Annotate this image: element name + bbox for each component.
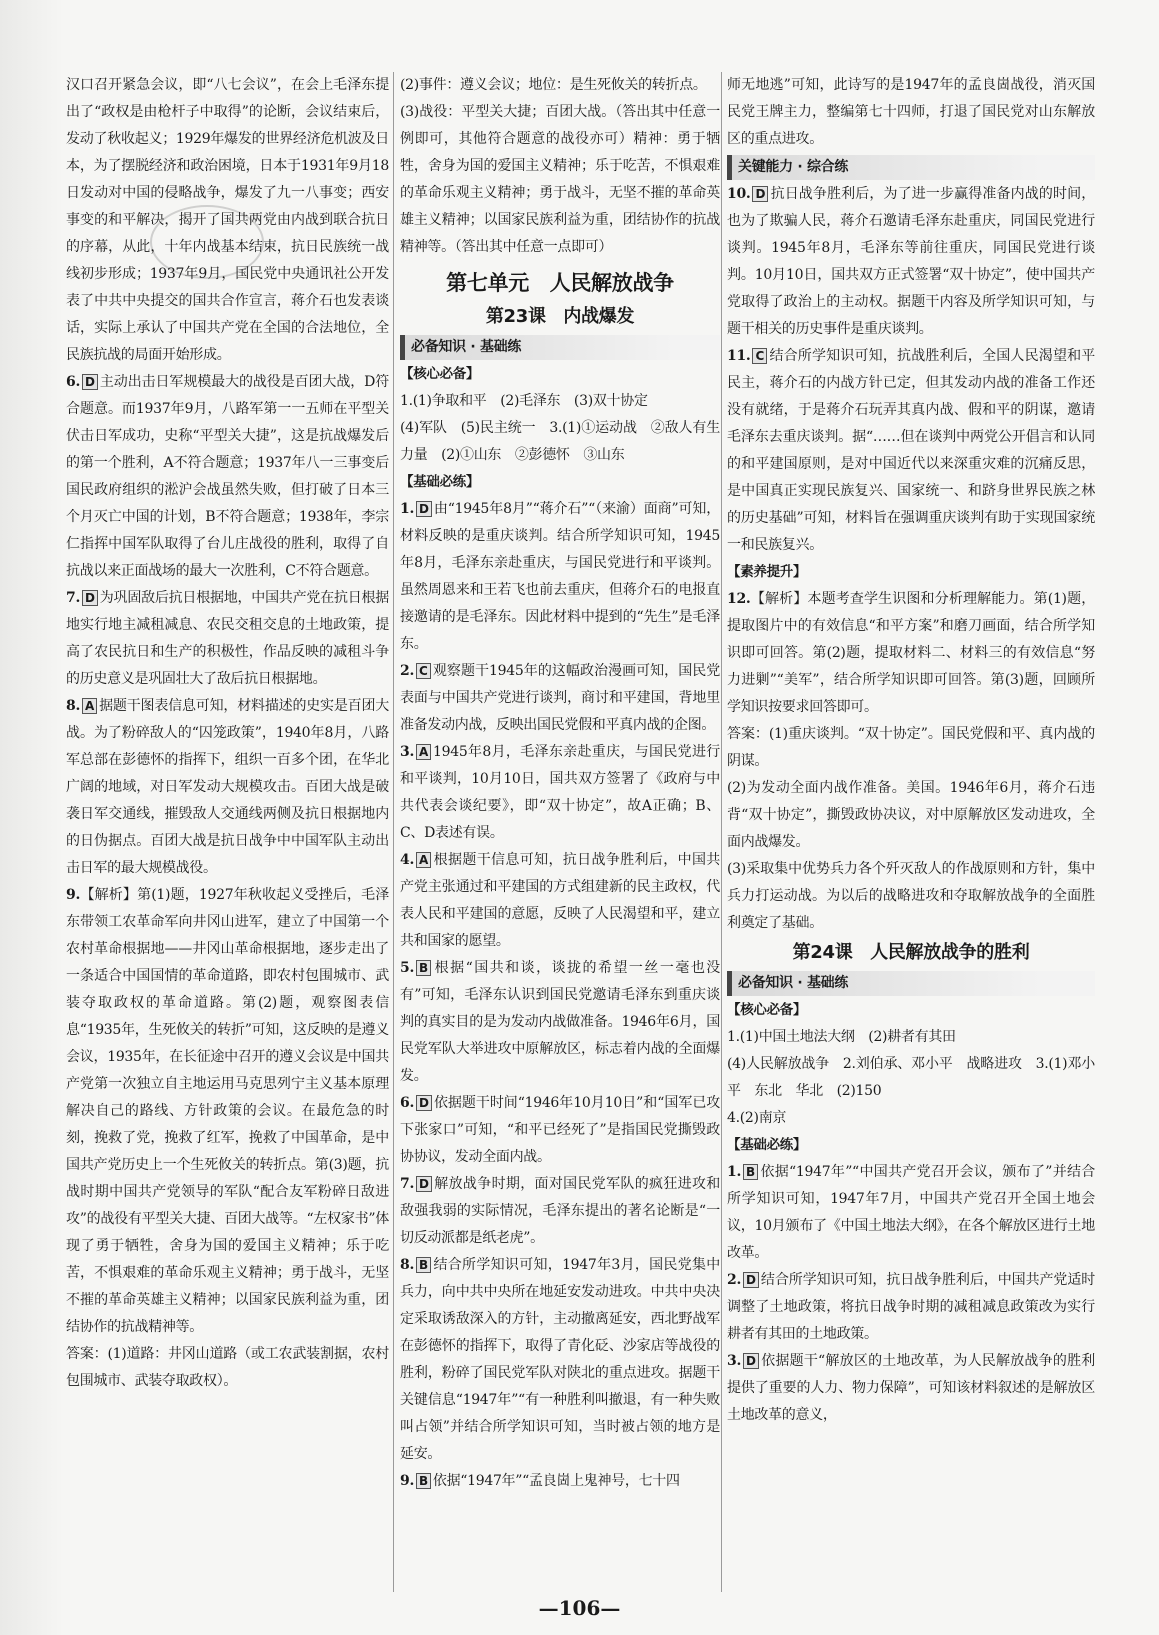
- answer-item: 2. D 结合所学知识可知，抗日战争胜利后，中国共产党适时调整了土地政策，将抗日战争时期的减租减息政策改为实行耕者有其田的土地政策。: [727, 1272, 1095, 1342]
- answer-item-7: 7. D 为巩固敌后抗日根据地，中国共产党在抗日根据地实行地主减租减息、农民交租交息的土地政策，提高了农民抗日和生产的积极性，作品反映的减租斗争的历史意义是巩固壮大了敌后抗日根据地。: [66, 590, 389, 687]
- section-tag: 【核心必备】: [727, 1002, 807, 1018]
- core-answers: (4)人民解放战争 2.刘伯承、邓小平 战略进攻 3.(1)邓小平 东北 华北 (2)150: [727, 1056, 1095, 1099]
- answer-item-12: 12.【解析】本题考查学生识图和分析理解能力。第(1)题，提取图片中的有效信息“和平方案”和磨刀画面，结合所学知识即可回答。第(2)题，提取材料二、材料三的有效信息“努力进剿”“美军”，结合所学知识即可回答。第(3)题，回顾所学知识按要求回答即可。: [727, 591, 1095, 715]
- answer-choice: A: [416, 744, 431, 760]
- column-divider-2: [721, 72, 722, 1592]
- answer-choice: B: [416, 1257, 431, 1273]
- answer-choice: C: [416, 663, 431, 679]
- answer-item-9: 9.【解析】第(1)题，1927年秋收起义受挫后，毛泽东带领工农革命军向井冈山进军，建立了中国第一个农村革命根据地——井冈山革命根据地，逐步走出了一条适合中国国情的革命道路，即农村包围城市、武装夺取政权的革命道路。第(2)题，观察图表信息“1935年，生死攸关的转折”可知，这反映的是遵义会议，1935年，在长征途中召开的遵义会议是中国共产党第一次独立自主地运用马克思列宁主义基本原理解决自己的路线、方针政策的会议。在最危急的时刻，挽救了党，挽救了红军，挽救了中国革命，是中国共产党历史上一个生死攸关的转折点。第(3)题，抗战时期中国共产党领导的军队“配合友军粉碎日敌进攻”的战役有平型关大捷、百团大战等。“左权家书”体现了勇于牺牲，舍身为国的爱国主义精神；乐于吃苦，不惧艰难的革命乐观主义精神；勇于战斗，无坚不摧的革命英雄主义精神；以国家民族利益为重，团结协作的抗战精神等。: [66, 887, 389, 1335]
- unit-title: 第七单元 人民解放战争: [446, 271, 674, 295]
- answer-item: 5. B 根据“国共和谈，谈拢的希望一丝一毫也没有”可知，毛泽东认识到国民党邀请毛泽东到重庆谈判的真实目的是为发动内战做准备。1946年6月，国民党军队大举进攻中原解放区，标志着内战的全面爆发。: [400, 960, 720, 1084]
- column-divider-1: [393, 72, 394, 1592]
- core-answers: 1.(1)中国土地法大纲 (2)耕者有其田: [727, 1029, 956, 1045]
- answer-choice: B: [416, 960, 431, 976]
- page-edge-shadow: [0, 0, 64, 1635]
- answer-choice: A: [82, 698, 97, 714]
- answer-item-8: 8. A 据题干图表信息可知，材料描述的史实是百团大战。为了粉碎敌人的“囚笼政策”，1940年8月，八路军总部在彭德怀的指挥下，组织一百多个团，在华北广阔的地域，对日军发动大规模攻击。百团大战是破袭日军交通线，摧毁敌人交通线两侧及抗日根据地内的日伪据点。百团大战是抗日战争中中国军队主动出击日军的最大规模战役。: [66, 698, 389, 876]
- lesson-title: 第23课 内战爆发: [485, 306, 635, 327]
- answer-choice: C: [752, 348, 767, 364]
- answer-choice: A: [416, 852, 431, 868]
- answer-choice: D: [743, 1353, 759, 1369]
- answer-item: 3. D 依据题干“解放区的土地改革，为人民解放战争的胜利提供了重要的人力、物力保障”，可知该材料叙述的是解放区土地改革的意义，: [727, 1353, 1095, 1423]
- column-left: [66, 72, 389, 1395]
- answer-item: 4. A 根据题干信息可知，抗日战争胜利后，中国共产党主张通过和平建国的方式组建新的民主政权，代表人民和平建国的意愿，反映了人民渴望和平，建立共和国家的愿望。: [400, 852, 720, 949]
- section-bar: 必备知识 · 基础练: [727, 971, 1095, 996]
- column-right: [727, 72, 1095, 1429]
- page-number: —106—: [538, 1596, 621, 1620]
- answer-choice: D: [416, 1095, 432, 1111]
- answer-choice: D: [82, 374, 98, 390]
- answer-choice: D: [416, 501, 432, 517]
- answer-choice: D: [416, 1176, 432, 1192]
- answer-item: 8. B 结合所学知识可知，1947年3月，国民党集中兵力，向中共中央所在地延安发动进攻。中共中央决定采取诱敌深入的方针，主动撤离延安，西北野战军在彭德怀的指挥下，取得了青化砭、沙家店等战役的胜利，粉碎了国民党军队对陕北的重点进攻。据题干关键信息“1947年”“有一种胜利叫撤退，有一种失败叫占领”并结合所学知识可知，当时被占领的地方是延安。: [400, 1257, 720, 1462]
- section-bar: 必备知识 · 基础练: [400, 335, 720, 360]
- answer-choice: D: [752, 186, 768, 202]
- core-answers: 4.(2)南京: [727, 1110, 787, 1126]
- answer-item: 2. C 观察题干1945年的这幅政治漫画可知，国民党表面与中国共产党进行谈判，商讨和平建国，背地里准备发动内战，反映出国民党假和平真内战的企图。: [400, 663, 720, 733]
- answer-item-6: 6. D 主动出击日军规模最大的战役是百团大战，D符合题意。而1937年9月，八路军第一一五师在平型关伏击日军成功，史称“平型关大捷”，这是抗战爆发后的第一个胜利，A不符合题意；1937年八一三事变后国民政府组织的淞沪会战虽然失败，但打破了日本三个月灭亡中国的计划，B不符合题意；1938年，李宗仁指挥中国军队取得了台儿庄战役的胜利，取得了自抗战以来正面战场的最大一次胜利，C不符合题意。: [66, 374, 389, 579]
- answer-item: 10. D 抗日战争胜利后，为了进一步赢得准备内战的时间，也为了欺骗人民，蒋介石邀请毛泽东赴重庆，同国民党进行谈判。1945年8月，毛泽东等前往重庆，同国民党进行谈判。10月10日，国共双方正式签署“双十协定”，使中国共产党取得了政治上的主动权。据题干内容及所学知识可知，与题干相关的历史事件是重庆谈判。: [727, 186, 1095, 337]
- answer-choice: B: [743, 1164, 758, 1180]
- section-tag: 【核心必备】: [400, 366, 480, 382]
- answer-text: 答案：(1)重庆谈判。“双十协定”。国民党假和平、真内战的阴谋。: [727, 726, 1095, 769]
- core-answers: (4)军队 (5)民主统一 3.(1)①运动战 ②敌人有生力量 (2)①山东 ②彭德怀 ③山东: [400, 420, 720, 463]
- lesson-title: 第24课 人民解放战争的胜利: [792, 942, 1030, 963]
- paragraph: (2)事件：遵义会议；地位：是生死攸关的转折点。: [400, 77, 707, 93]
- column-middle: [400, 72, 720, 1495]
- answer-item: 1. D 由“1945年8月”“蒋介石”“（来渝）面商”可知，材料反映的是重庆谈判。结合所学知识可知，1945年8月，毛泽东亲赴重庆，与国民党进行和平谈判。虽然周恩来和王若飞也前去重庆，但蒋介石的电报直接邀请的是毛泽东。因此材料中提到的“先生”是毛泽东。: [400, 501, 720, 652]
- answer-text: (2)为发动全面内战作准备。美国。1946年6月，蒋介石违背“双十协定”，撕毁政协决议，对中原解放区发动进攻，全面内战爆发。: [727, 780, 1095, 850]
- answer-item: 9. B 依据“1947年”“孟良崮上鬼神号，七十四: [400, 1473, 680, 1489]
- core-answers: 1.(1)争取和平 (2)毛泽东 (3)双十协定: [400, 393, 648, 409]
- answer-item: 3. A 1945年8月，毛泽东亲赴重庆，与国民党进行和平谈判，10月10日，国共双方签署了《政府与中共代表会谈纪要》，即“双十协定”，故A正确；B、C、D表述有误。: [400, 744, 720, 841]
- answer-item: 11. C 结合所学知识可知，抗战胜利后，全国人民渴望和平民主，蒋介石的内战方针已定，但其发动内战的准备工作还没有就绪，于是蒋介石玩弄其真内战、假和平的阴谋，邀请毛泽东去重庆谈判。据“……但在谈判中两党公开倡言和认同的和平建国原则，是对中国近代以来深重灾难的沉痛反思，是中国真正实现民族复兴、国家统一、和跻身世界民族之林的历史基础”可知，材料旨在强调重庆谈判有助于实现国家统一和民族复兴。: [727, 348, 1095, 553]
- answer-item: 7. D 解放战争时期，面对国民党军队的疯狂进攻和敌强我弱的实际情况，毛泽东提出的著名论断是“一切反动派都是纸老虎”。: [400, 1176, 720, 1246]
- paragraph: 师无地逃”可知，此诗写的是1947年的孟良崮战役，消灭国民党王牌主力，整编第七十四师，打退了国民党对山东解放区的重点进攻。: [727, 77, 1095, 147]
- paragraph: 汉口召开紧急会议，即“八七会议”，在会上毛泽东提出了“政权是由枪杆子中取得”的论断，会议结束后，发动了秋收起义；1929年爆发的世界经济危机波及日本，为了摆脱经济和政治困境，日本于1931年9月18日发动对中国的侵略战争，爆发了九一八事变；西安事变的和平解决，揭开了国共两党由内战到联合抗日的序幕，从此，十年内战基本结束，抗日民族统一战线初步形成；1937年9月，国民党中央通讯社公开发表了中共中央提交的国共合作宣言，蒋介石也发表谈话，实际上承认了中国共产党在全国的合法地位，全民族抗战的局面开始形成。: [66, 77, 389, 363]
- section-tag: 【基础必练】: [727, 1137, 807, 1153]
- paragraph: (3)战役：平型关大捷；百团大战。（答出其中任意一例即可，其他符合题意的战役亦可）精神：勇于牺牲，舍身为国的爱国主义精神；乐于吃苦，不惧艰难的革命乐观主义精神；勇于战斗，无坚不摧的革命英雄主义精神；以国家民族利益为重，团结协作的抗战精神等。（答出其中任意一点即可）: [400, 104, 720, 255]
- section-tag: 【基础必练】: [400, 474, 480, 490]
- answer-item: 6. D 依据题干时间“1946年10月10日”和“国军已攻下张家口”可知，“和平已经死了”是指国民党撕毁政协协议，发动全面内战。: [400, 1095, 720, 1165]
- section-bar: 关键能力 · 综合练: [727, 155, 1095, 180]
- answer-text: 答案：(1)道路：井冈山道路（或工农武装割据，农村包围城市、武装夺取政权）。: [66, 1346, 389, 1389]
- answer-text: (3)采取集中优势兵力各个歼灭敌人的作战原则和方针，集中兵力打运动战。为以后的战略进攻和夺取解放战争的全面胜利奠定了基础。: [727, 861, 1095, 931]
- answer-choice: D: [82, 590, 98, 606]
- section-tag: 【素养提升】: [727, 564, 807, 580]
- answer-item: 1. B 依据“1947年”“中国共产党召开会议，颁布了”并结合所学知识可知，1947年7月，中国共产党召开全国土地会议，10月颁布了《中国土地法大纲》，在各个解放区进行土地改革。: [727, 1164, 1095, 1261]
- answer-choice: B: [416, 1473, 431, 1489]
- answer-choice: D: [743, 1272, 759, 1288]
